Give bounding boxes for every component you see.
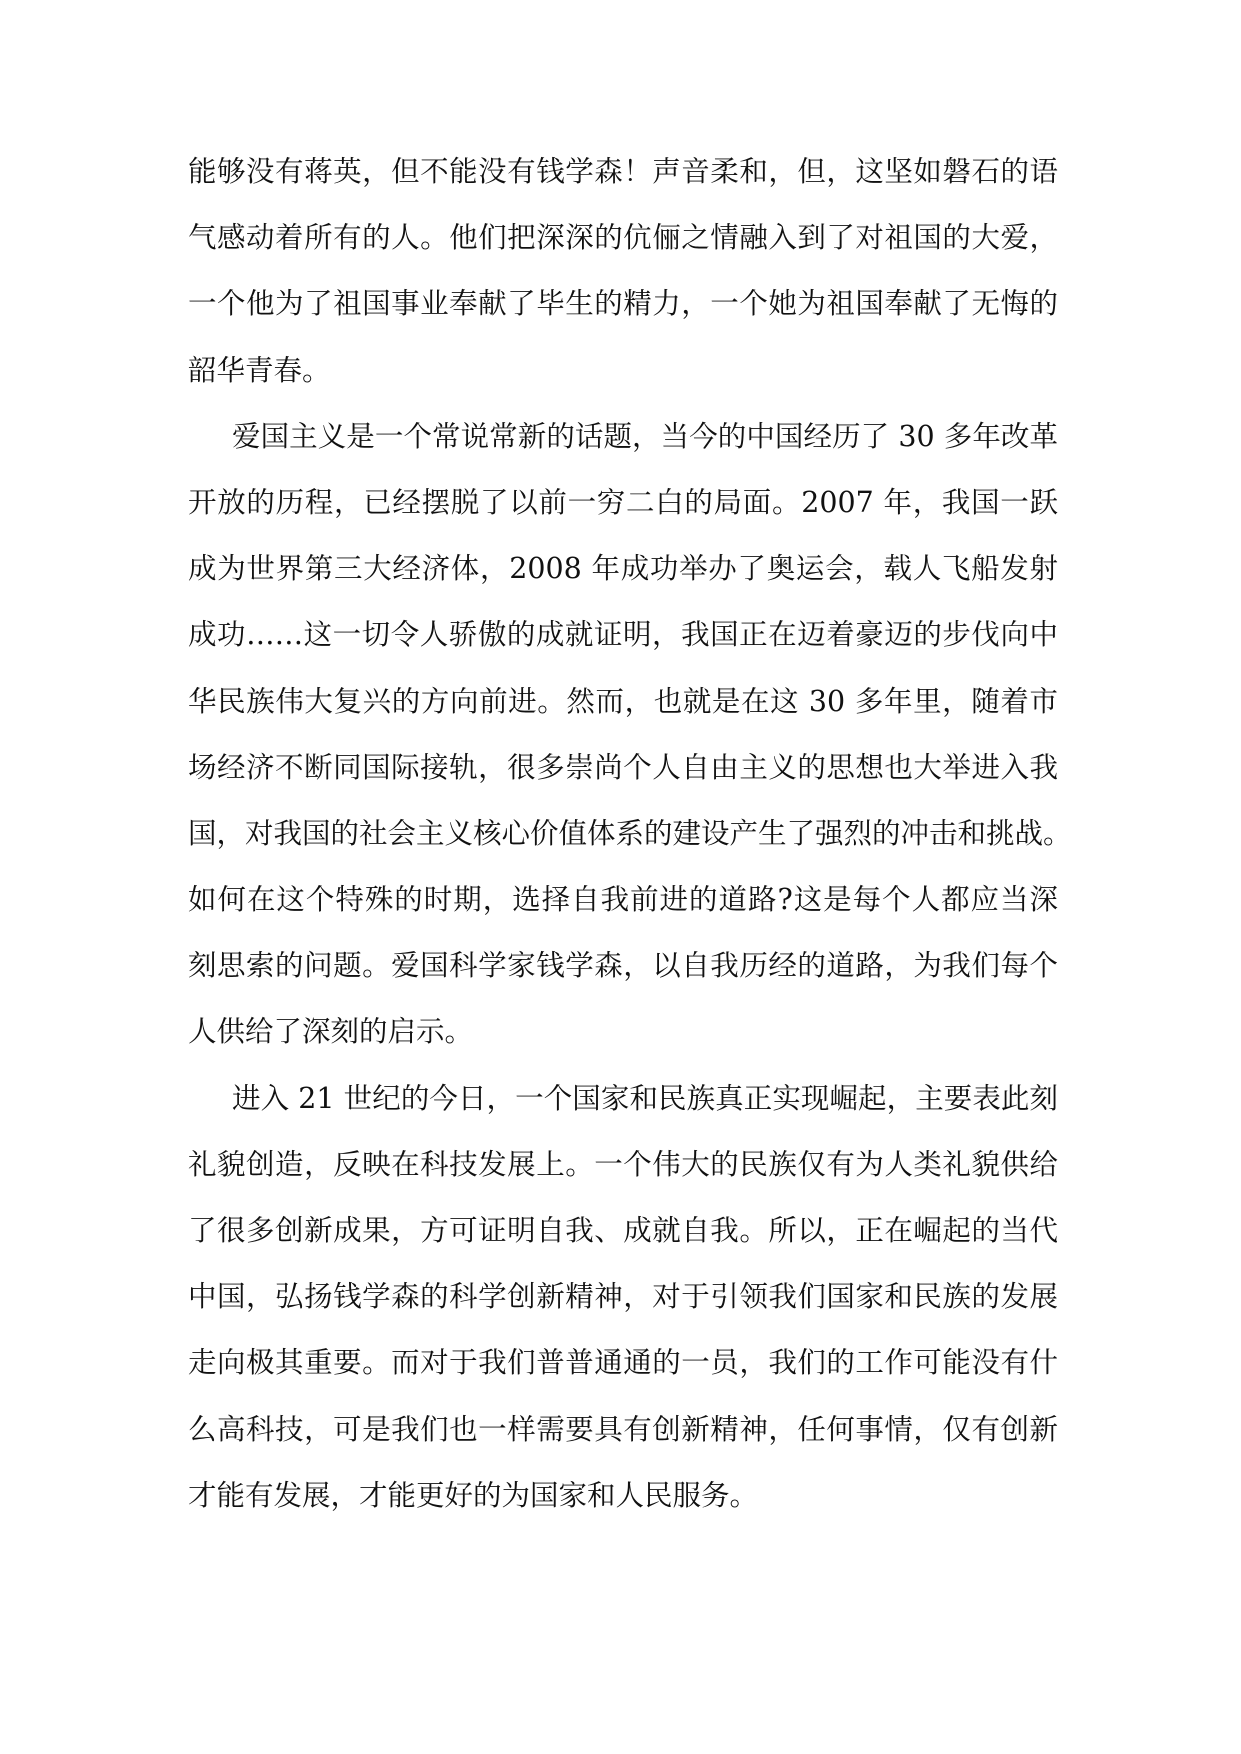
document-body (188, 154, 1072, 1544)
text-line: 进入 21 世纪的今日，一个国家和民族真正实现崛起，主要表此刻 (232, 1081, 1058, 1115)
text-line: 了很多创新成果，方可证明自我、成就自我。所以，正在崛起的当代 (188, 1214, 1058, 1247)
text-line: 场经济不断同国际接轨，很多崇尚个人自由主义的思想也大举进入我 (188, 750, 1058, 784)
text-line: 华民族伟大复兴的方向前进。然而，也就是在这 30 多年里，随着市 (188, 684, 1058, 718)
text-line: 么高科技，可是我们也一样需要具有创新精神，任何事情，仅有创新 (188, 1412, 1058, 1446)
text-line: 成为世界第三大经济体，2008 年成功举办了奥运会，载人飞船发射 (188, 552, 1058, 586)
text-line: 刻思索的问题。爱国科学家钱学森，以自我历经的道路，为我们每个 (188, 949, 1058, 983)
text-line: 气感动着所有的人。他们把深深的伉俪之情融入到了对祖国的大爱， (188, 221, 1058, 255)
text-line: 走向极其重要。而对于我们普普通通的一员，我们的工作可能没有什 (188, 1346, 1058, 1380)
text-line: 如何在这个特殊的时期，选择自我前进的道路?这是每个人都应当深 (188, 883, 1058, 917)
text-line: 中国，弘扬钱学森的科学创新精神，对于引领我们国家和民族的发展 (188, 1280, 1058, 1314)
text-line: 能够没有蒋英，但不能没有钱学森！声音柔和，但，这坚如磐石的语 (188, 155, 1058, 188)
text-line: 韶华青春。 (188, 353, 331, 387)
text-line: 开放的历程，已经摆脱了以前一穷二白的局面。2007 年，我国一跃 (188, 485, 1058, 519)
text-line: 成功……这一切令人骄傲的成就证明，我国正在迈着豪迈的步伐向中 (188, 618, 1058, 652)
text-line: 才能有发展，才能更好的为国家和人民服务。 (188, 1478, 759, 1512)
text-line: 爱国主义是一个常说常新的话题，当今的中国经历了 30 多年改革 (232, 419, 1058, 453)
text-line: 人供给了深刻的启示。 (188, 1015, 474, 1049)
text-line: 礼貌创造，反映在科技发展上。一个伟大的民族仅有为人类礼貌供给 (188, 1147, 1058, 1181)
text-line: 国，对我国的社会主义核心价值体系的建设产生了强烈的冲击和挑战。 (188, 816, 1072, 850)
text-line: 一个他为了祖国事业奉献了毕生的精力，一个她为祖国奉献了无悔的 (188, 287, 1058, 321)
